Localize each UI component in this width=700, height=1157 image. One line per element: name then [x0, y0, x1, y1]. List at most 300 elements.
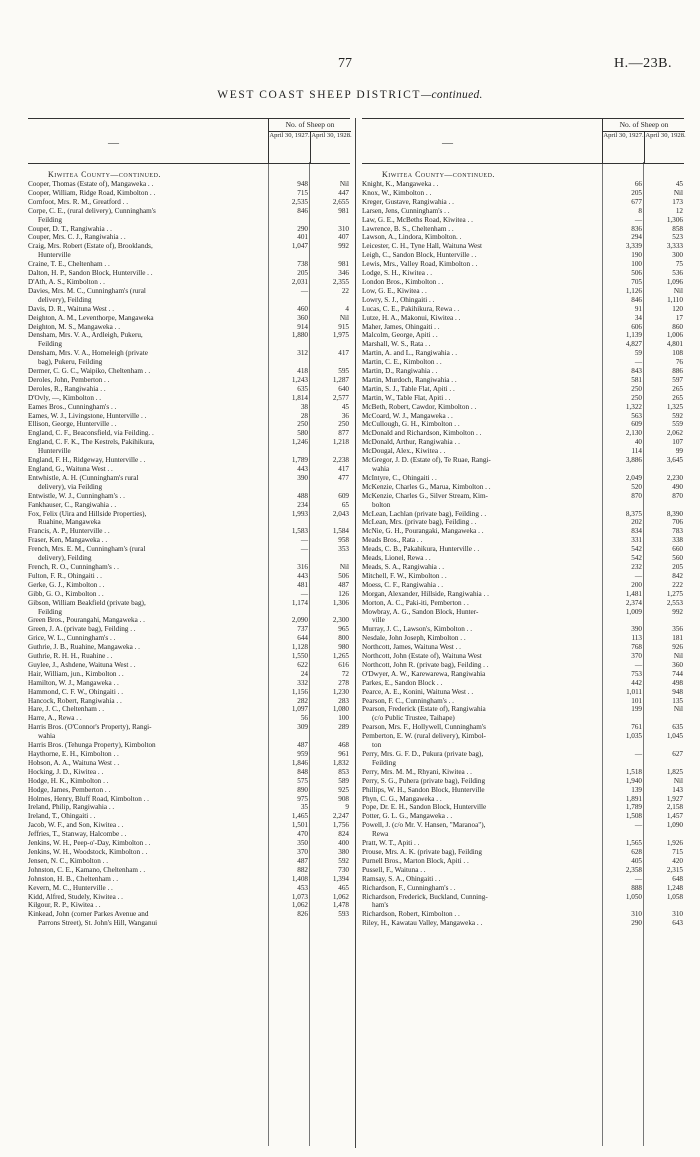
sheep-1927: — — [634, 874, 642, 883]
owner-name: Hocking, J. D., Kiwitea . . — [28, 767, 104, 776]
sheep-1928: 2,315 — [666, 865, 683, 874]
table-row — [362, 349, 684, 358]
owner-name: England, F. H., Ridgeway, Hunterville . . — [28, 456, 146, 465]
sheep-1927: 282 — [297, 696, 308, 705]
table-row — [362, 688, 684, 697]
sheep-1928: 915 — [338, 322, 349, 331]
sheep-1927: 575 — [297, 776, 308, 785]
owner-name: Guylee, J., Ashdene, Waituna West . . — [28, 660, 136, 669]
sheep-1927: 609 — [631, 420, 642, 429]
sheep-1928: 107 — [672, 438, 683, 447]
owner-name: England, C. F., Beaconsfield, via Feilding. . — [28, 429, 154, 438]
sheep-1928: 2,230 — [666, 473, 683, 482]
table-row — [362, 866, 684, 875]
sheep-1928: 380 — [338, 847, 349, 856]
owner-name: England, C. F. K., The Kestrels, Pakihikura, Hunterville — [28, 438, 155, 456]
sheep-1927: 834 — [631, 527, 642, 536]
sheep-1927: 113 — [631, 634, 642, 643]
sheep-1927: 401 — [297, 233, 308, 242]
sheep-1928: 992 — [338, 242, 349, 251]
owner-name: McLean, Lachlan (private bag), Feilding . . — [362, 509, 487, 518]
table-row — [28, 581, 350, 590]
sheep-1928: 490 — [672, 482, 683, 491]
sheep-1927: 1,128 — [291, 643, 308, 652]
table-row — [28, 679, 350, 688]
title-suffix: —continued. — [420, 89, 483, 101]
owner-name: Mowbray, A. G., Sandon Block, Hunter- ville — [362, 607, 479, 625]
owner-name: Davies, Mrs. M. C., Cunningham's (rural delivery), Feilding — [28, 286, 146, 304]
sheep-1927: 332 — [297, 678, 308, 687]
sheep-1927: 1,518 — [625, 767, 642, 776]
table-row — [362, 438, 684, 447]
sheep-1928: 853 — [338, 767, 349, 776]
sheep-1927: 390 — [631, 625, 642, 634]
owner-name: Couper, D. T., Rangiwahia . . — [28, 224, 112, 233]
owner-name: Francis, A. P., Hunterville . . — [28, 527, 110, 536]
sheep-1927: 888 — [631, 883, 642, 892]
table-row — [362, 323, 684, 332]
table-row — [28, 242, 350, 260]
sheep-1928: 523 — [672, 233, 683, 242]
owner-name: Harris Bros. (O'Connor's Property), Rangi- wahia — [28, 723, 152, 741]
sheep-1928: 744 — [672, 669, 683, 678]
sheep-1928: Nil — [339, 562, 349, 571]
header-dash: — — [442, 137, 453, 149]
sheep-1927: 290 — [297, 224, 308, 233]
owner-name: Couper, Mrs. C. J., Rangiwahia . . — [28, 233, 126, 242]
sheep-1927: 1,322 — [625, 402, 642, 411]
sheep-1928: 75 — [675, 260, 683, 269]
owner-name: Riley, H., Kawatau Valley, Mangaweka . . — [362, 919, 483, 928]
table-row — [28, 741, 350, 750]
owner-name: Prouse, Mrs. A. K. (private bag), Feilding — [362, 847, 482, 856]
document-code: H.—23B. — [614, 56, 672, 71]
table-row — [28, 438, 350, 456]
owner-name: McGregor, J. D. (Estate of), Te Ruae, Rangi- wahia — [362, 456, 491, 473]
sheep-1928: 1,006 — [666, 331, 683, 340]
owner-name: Kreger, Gustave, Rangiwahia . . — [362, 197, 454, 206]
table-row — [28, 625, 350, 634]
owner-name: McDonald and Richardson, Kimbolton . . — [362, 429, 482, 438]
owner-name: Grice, W. L., Cunningham's . . — [28, 634, 116, 643]
table-row — [362, 670, 684, 679]
sheep-1927: 705 — [631, 277, 642, 286]
table-row — [28, 768, 350, 777]
owner-name: Ireland, T., Ohingaiti . . — [28, 812, 96, 821]
sheep-1928: 1,230 — [332, 687, 349, 696]
sheep-1927: 506 — [631, 269, 642, 278]
sheep-1927: — — [300, 536, 308, 545]
sheep-1928: 1,062 — [332, 892, 349, 901]
sheep-1928: 589 — [338, 776, 349, 785]
owner-name: McKenzie, Charles G., Silver Stream, Kim- bolton — [362, 491, 488, 509]
sheep-1928: 1,248 — [666, 883, 683, 892]
left-rows — [28, 170, 350, 928]
table-row — [28, 563, 350, 572]
sheep-1927: 581 — [631, 375, 642, 384]
table-row — [28, 207, 350, 225]
owner-name: Jenkins, W. H., Woodstock, Kimbolton . . — [28, 847, 148, 856]
table-row — [28, 412, 350, 421]
sheep-1927: 66 — [634, 180, 642, 188]
owner-name: Low, G. E., Kiwitea . . — [362, 286, 427, 295]
table-row — [28, 376, 350, 385]
sheep-1927: 1,846 — [291, 758, 308, 767]
table-row — [362, 527, 684, 536]
table-row — [28, 590, 350, 599]
owner-name: Northcott, James, Waituna West . . — [362, 643, 461, 652]
sheep-1928: 877 — [338, 429, 349, 438]
sheep-1927: 390 — [297, 473, 308, 482]
table-row — [28, 492, 350, 501]
sheep-1927: 370 — [631, 652, 642, 661]
sheep-1927: 8 — [638, 206, 642, 215]
table-row — [362, 251, 684, 260]
sheep-1928: 706 — [672, 518, 683, 527]
sheep-1928: 961 — [338, 750, 349, 758]
table-row — [362, 260, 684, 269]
owner-name: McKenzie, Charles G., Marua, Kimbolton . . — [362, 482, 491, 491]
owner-name: Northcott, John R. (private bag), Feilding . . — [362, 660, 489, 669]
table-row — [362, 812, 684, 821]
owner-name: Eames Bros., Cunningham's . . — [28, 402, 117, 411]
sheep-1928: 1,058 — [666, 892, 683, 901]
table-row — [362, 189, 684, 198]
sheep-1928: 2,300 — [332, 616, 349, 625]
sheep-1928: 506 — [338, 571, 349, 580]
table-row — [362, 331, 684, 340]
owner-name: Cooper, William, Ridge Road, Kimbolton . . — [28, 188, 156, 197]
col-1928-header: April 30, 1928. — [310, 132, 352, 163]
sheep-1928: 981 — [338, 206, 349, 215]
sheep-1928: 965 — [338, 625, 349, 634]
sheep-1927: 35 — [300, 803, 308, 812]
table-row — [362, 581, 684, 590]
sheep-1927: 360 — [297, 313, 308, 322]
sheep-1928: 498 — [672, 678, 683, 687]
sheep-1928: 1,306 — [332, 598, 349, 607]
owner-name: Lewis, Mrs., Valley Road, Kimbolton . . — [362, 260, 478, 269]
table-row — [28, 269, 350, 278]
table-row — [28, 198, 350, 207]
col-1928-header: April 30, 1928. — [644, 132, 686, 163]
table-row — [28, 501, 350, 510]
sheep-1927: 1,073 — [291, 892, 308, 901]
sheep-1927: 443 — [297, 571, 308, 580]
page-title — [0, 89, 700, 101]
table-row — [28, 705, 350, 714]
sheep-1928: 265 — [672, 384, 683, 393]
owner-name: Deroles, R., Rangiwahia . . — [28, 384, 106, 393]
sheep-1928: 1,218 — [332, 438, 349, 447]
sheep-1928: 1,832 — [332, 758, 349, 767]
table-row — [362, 599, 684, 608]
owner-name: Perry, Mrs. G. F. D., Pukura (private bag), Feilding — [362, 750, 484, 767]
sheep-1928: 417 — [338, 349, 349, 358]
sheep-1927: 487 — [297, 856, 308, 865]
sheep-1927: 761 — [631, 723, 642, 732]
table-row — [362, 180, 684, 189]
sheep-1928: 356 — [672, 625, 683, 634]
table-row — [362, 884, 684, 893]
sheep-1928: 222 — [672, 580, 683, 589]
sheep-1928: 289 — [338, 723, 349, 732]
owner-name: Pope, Dr. E. H., Sandon Block, Hunterville — [362, 803, 487, 812]
sheep-1927: 1,465 — [291, 812, 308, 821]
sheep-1927: 316 — [297, 562, 308, 571]
sheep-1927: 2,374 — [625, 598, 642, 607]
owner-name: Fox, Felix (Uira and Hillside Properties), Ruahine, Mangaweka — [28, 509, 147, 527]
table-row — [362, 786, 684, 795]
sheep-1927: 8,375 — [625, 509, 642, 518]
table-row — [28, 812, 350, 821]
table-row — [362, 420, 684, 429]
column-divider — [355, 118, 356, 1148]
table-row — [28, 510, 350, 528]
sheep-1928: 870 — [672, 491, 683, 500]
owner-name: Martin, C. E., Kimbolton . . — [362, 358, 442, 367]
owner-name: Craine, T. E., Cheltenham . . — [28, 260, 110, 269]
sheep-1928: 45 — [341, 402, 349, 411]
table-row — [28, 225, 350, 234]
owner-name: Maher, James, Ohingaiti . . — [362, 322, 440, 331]
owner-name: Gibb, G. O., Kimbolton . . — [28, 589, 104, 598]
table-row — [28, 777, 350, 786]
sheep-1928: 559 — [672, 420, 683, 429]
sheep-1928: 1,926 — [666, 839, 683, 848]
owner-name: Green Bros., Pourangahi, Mangaweka . . — [28, 616, 145, 625]
owner-name: Hammond, C. F. W., Ohingaiti . . — [28, 687, 124, 696]
sheep-1928: 824 — [338, 830, 349, 839]
sheep-1927: 2,358 — [625, 865, 642, 874]
sheep-1927: 635 — [297, 384, 308, 393]
sheep-1927: 290 — [631, 919, 642, 928]
sheep-1927: 715 — [297, 188, 308, 197]
sheep-1928: 447 — [338, 188, 349, 197]
owner-name: Jensen, N. C., Kimbolton . . — [28, 856, 109, 865]
table-row — [28, 323, 350, 332]
sheep-1928: 627 — [672, 750, 683, 758]
sheep-1927: 205 — [631, 188, 642, 197]
section-heading: Kiwitea County—continued. — [48, 170, 161, 179]
table-row — [362, 456, 684, 474]
sheep-1928: 2,553 — [666, 598, 683, 607]
sheep-1927: — — [634, 358, 642, 367]
table-row — [28, 830, 350, 839]
sheep-1928: 800 — [338, 634, 349, 643]
owner-name: Northcott, John (Estate of), Waituna West — [362, 652, 482, 661]
owner-name: Hancock, Robert, Rangiwahia . . — [28, 696, 122, 705]
owner-name: Craig, Mrs. Robert (Estate of), Brooklands, Hunterville — [28, 242, 153, 260]
table-row — [362, 634, 684, 643]
table-row — [28, 189, 350, 198]
table-row — [28, 616, 350, 625]
table-row — [28, 866, 350, 875]
owner-name: Pearson, F. C., Cunningham's . . — [362, 696, 454, 705]
table-row — [362, 625, 684, 634]
sheep-1927: 250 — [631, 384, 642, 393]
sheep-1927: 205 — [297, 269, 308, 278]
table-row — [362, 848, 684, 857]
sheep-1927: — — [634, 571, 642, 580]
owner-name: McNie, G. H., Pourangaki, Mangaweka . . — [362, 527, 484, 536]
table-row — [362, 287, 684, 296]
owner-name: Hodge, James, Pemberton . . — [28, 785, 111, 794]
sheep-1927: 190 — [631, 251, 642, 260]
sheep-1927: 294 — [631, 233, 642, 242]
owner-name: Meads, Lionel, Rewa . . — [362, 554, 431, 563]
table-row — [362, 403, 684, 412]
sheep-1928: 1,927 — [666, 794, 683, 803]
sheep-1927: 826 — [297, 910, 308, 919]
sheep-1928: 597 — [672, 375, 683, 384]
sheep-1928: 346 — [338, 269, 349, 278]
owner-name: Jeffries, T., Stanway, Halcombe . . — [28, 830, 127, 839]
owner-name: French, R. O., Cunningham's . . — [28, 562, 119, 571]
owner-name: Haythorne, E. H., Kimbolton . . — [28, 750, 119, 758]
table-row — [362, 216, 684, 225]
sheep-1927: 1,481 — [625, 589, 642, 598]
sheep-1927: 959 — [297, 750, 308, 758]
owner-name: Fulton, F. R., Ohingaiti . . — [28, 571, 102, 580]
sheep-1928: 1,584 — [332, 527, 349, 536]
sheep-1927: 1,050 — [625, 892, 642, 901]
table-row — [362, 697, 684, 706]
table-row — [28, 714, 350, 723]
sheep-1928: 593 — [338, 910, 349, 919]
sheep-1928: 2,062 — [666, 429, 683, 438]
table-row — [362, 821, 684, 839]
table-row — [362, 412, 684, 421]
owner-name: Kinkead, John (corner Parkes Avenue and Parrons Street), St. John's Hill, Wanganui — [28, 910, 158, 928]
owner-name: Hair, William, jun., Kimbolton . . — [28, 669, 124, 678]
owner-name: McCullough, G. H., Kimbolton . . — [362, 420, 460, 429]
owner-name: Perry, S. G., Puhera (private bag), Feilding — [362, 776, 486, 785]
sheep-1928: Nil — [673, 776, 683, 785]
sheep-1927: 843 — [631, 367, 642, 376]
owner-name: Cooper, Thomas (Estate of), Mangaweka . . — [28, 180, 154, 188]
sheep-1928: 283 — [338, 696, 349, 705]
sheep-1928: 2,043 — [332, 509, 349, 518]
table-row — [362, 367, 684, 376]
sheep-1927: — — [634, 215, 642, 224]
sheep-1927: 139 — [631, 785, 642, 794]
owner-name: Eames, W. J., Livingstone, Hunterville . . — [28, 411, 147, 420]
sheep-1928: 886 — [672, 367, 683, 376]
table-row — [362, 518, 684, 527]
sheep-1928: 143 — [672, 785, 683, 794]
sheep-1927: 250 — [631, 393, 642, 402]
sheep-1928: 120 — [672, 304, 683, 313]
sheep-1927: 753 — [631, 669, 642, 678]
owner-name: Powell, J. (c/o Mr. V. Hansen, "Maranoa"), Rewa — [362, 821, 486, 839]
sheep-1928: 45 — [675, 180, 683, 188]
sheep-1927: 1,156 — [291, 687, 308, 696]
sheep-1927: 870 — [631, 491, 642, 500]
owner-name: Knox, W., Kimbolton . . — [362, 188, 432, 197]
sheep-1927: 846 — [631, 295, 642, 304]
table-row — [28, 697, 350, 706]
owner-name: Hare, J. C., Cheltenham . . — [28, 705, 105, 714]
sheep-1928: 65 — [341, 500, 349, 509]
sheep-1927: 101 — [631, 696, 642, 705]
sheep-1927: 200 — [631, 580, 642, 589]
sheep-1928: Nil — [673, 705, 683, 714]
sheep-1928: 99 — [675, 447, 683, 456]
owner-name: Jenkins, W. H., Peep-o'-Day, Kimbolton . . — [28, 839, 151, 848]
owner-name: Pemberton, E. W. (rural delivery), Kimbol- ton — [362, 732, 486, 750]
sheep-1927: 1,880 — [291, 331, 308, 340]
sheep-1928: 2,577 — [332, 393, 349, 402]
table-row — [28, 278, 350, 287]
owner-name: Lawrence, B. S., Cheltenham . . — [362, 224, 454, 233]
sheep-1927: 405 — [631, 856, 642, 865]
col-1927-header: April 30, 1927. — [603, 132, 644, 139]
sheep-1927: 1,062 — [291, 901, 308, 910]
left-table-header — [28, 118, 350, 164]
sheep-1928: 958 — [338, 536, 349, 545]
sheep-count-header — [602, 119, 685, 163]
sheep-1927: 1,583 — [291, 527, 308, 536]
table-row — [28, 848, 350, 857]
owner-name: Deroles, John, Pemberton . . — [28, 375, 110, 384]
table-row — [28, 429, 350, 438]
sheep-1927: — — [300, 589, 308, 598]
owner-name: Leigh, C., Sandon Block, Hunterville . . — [362, 251, 477, 260]
table-row — [362, 643, 684, 652]
owner-name: Guthrie, R. H. H., Ruahine . . — [28, 652, 113, 661]
sheep-1928: 992 — [672, 607, 683, 616]
sheep-1928: 925 — [338, 785, 349, 794]
owner-name: Morgan, Alexander, Hillside, Rangiwahia . . — [362, 589, 489, 598]
sheep-1927: 520 — [631, 482, 642, 491]
table-row — [28, 305, 350, 314]
table-row — [362, 545, 684, 554]
header-dash: — — [108, 137, 119, 149]
sheep-1928: 4 — [345, 304, 349, 313]
owner-name: Nesdale, John Joseph, Kimbolton . . — [362, 634, 466, 643]
sheep-1928: 1,090 — [666, 821, 683, 830]
table-row — [28, 394, 350, 403]
sheep-1927: 3,886 — [625, 456, 642, 465]
table-row — [362, 269, 684, 278]
sheep-1927: 418 — [297, 367, 308, 376]
sheep-1927: 453 — [297, 883, 308, 892]
sheep-1928: 3,333 — [666, 242, 683, 251]
sheep-1927: — — [300, 286, 308, 295]
owner-name: England, G., Waituna West . . — [28, 465, 113, 473]
sheep-1927: 232 — [631, 562, 642, 571]
sheep-1927: 2,535 — [291, 197, 308, 206]
table-row — [28, 403, 350, 412]
table-row — [28, 795, 350, 804]
sheep-1928: 635 — [672, 723, 683, 732]
sheep-1928: 100 — [338, 714, 349, 723]
sheep-1928: 858 — [672, 224, 683, 233]
table-row — [28, 456, 350, 465]
table-row — [362, 652, 684, 661]
owner-name: Corpe, C. E., (rural delivery), Cunningham's Feilding — [28, 206, 156, 224]
table-row — [362, 447, 684, 456]
sheep-1928: 1,287 — [332, 375, 349, 384]
table-row — [28, 527, 350, 536]
sheep-1927: 1,891 — [625, 794, 642, 803]
sheep-1927: 1,501 — [291, 821, 308, 830]
owner-name: Moess, C. F., Rangiwahia . . — [362, 580, 444, 589]
right-rows — [362, 170, 684, 928]
sheep-1927: 1,550 — [291, 652, 308, 661]
table-row — [28, 759, 350, 768]
